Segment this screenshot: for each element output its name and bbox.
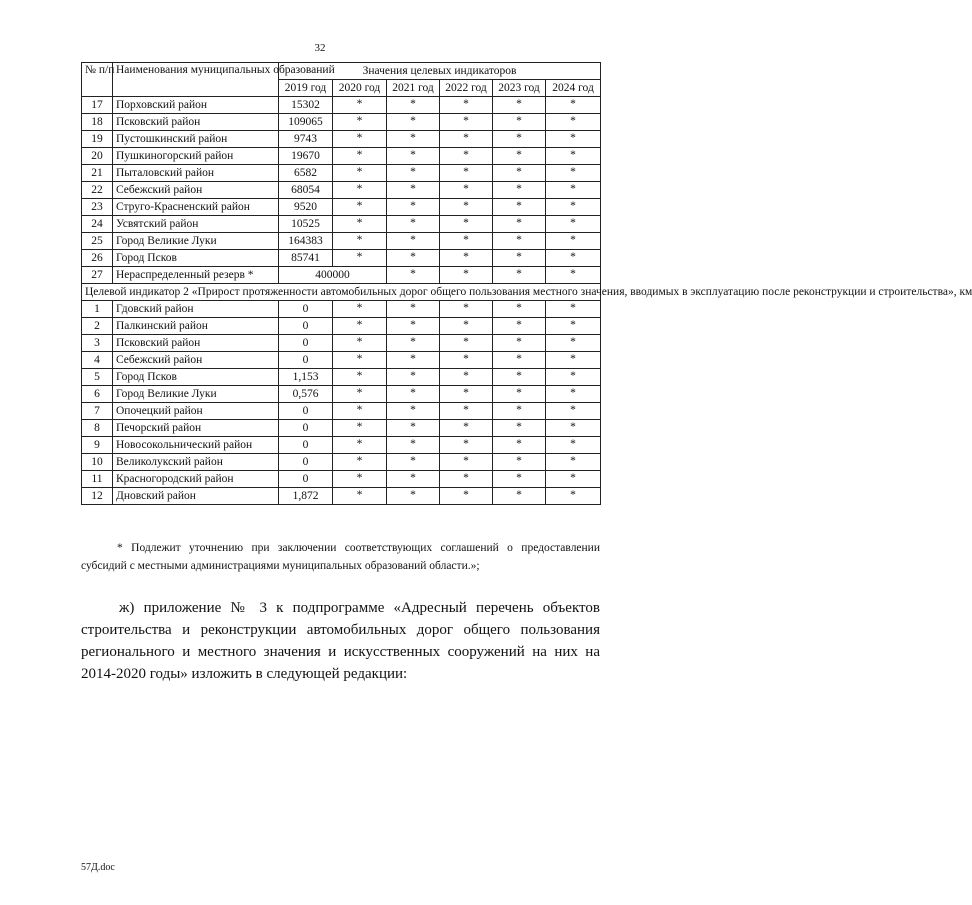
indicators-table: [81, 62, 972, 505]
header-num: № п/п: [82, 63, 113, 97]
cell-num: 1: [82, 301, 113, 318]
cell-reserve-value: 400000: [279, 267, 387, 284]
cell-2019: 15302: [279, 97, 333, 114]
table-row: [82, 454, 601, 471]
cell-2019: 9743: [279, 131, 333, 148]
cell-2019: 1,153: [279, 369, 333, 386]
cell-2020: *: [333, 420, 387, 437]
cell-2024: *: [546, 454, 601, 471]
cell-name: Гдовский район: [113, 301, 279, 318]
cell-num: 8: [82, 420, 113, 437]
cell-2020: *: [333, 369, 387, 386]
cell-2020: *: [333, 97, 387, 114]
table-row: [82, 352, 601, 369]
cell-name: Город Великие Луки: [113, 233, 279, 250]
cell-2022: *: [440, 97, 493, 114]
cell-name: Новосокольнический район: [113, 437, 279, 454]
table-row: [82, 199, 601, 216]
cell-name: Себежский район: [113, 352, 279, 369]
cell-2021: *: [387, 199, 440, 216]
cell-2023: *: [493, 437, 546, 454]
cell-num: 11: [82, 471, 113, 488]
cell-2023: *: [493, 335, 546, 352]
table-row: [82, 301, 601, 318]
cell-2023: *: [493, 386, 546, 403]
cell-2023: *: [493, 216, 546, 233]
cell-2022: *: [440, 471, 493, 488]
cell-2020: *: [333, 233, 387, 250]
cell-2021: *: [387, 267, 440, 284]
cell-2019: 0,576: [279, 386, 333, 403]
cell-2019: 109065: [279, 114, 333, 131]
cell-2019: 0: [279, 301, 333, 318]
cell-num: 2: [82, 318, 113, 335]
cell-name: Пустошкинский район: [113, 131, 279, 148]
cell-2020: *: [333, 454, 387, 471]
cell-name: Город Псков: [113, 250, 279, 267]
cell-2021: *: [387, 335, 440, 352]
cell-num: 19: [82, 131, 113, 148]
cell-2024: *: [546, 250, 601, 267]
cell-2019: 10525: [279, 216, 333, 233]
cell-2023: *: [493, 420, 546, 437]
cell-2021: *: [387, 352, 440, 369]
cell-name: Порховский район: [113, 97, 279, 114]
cell-2023: *: [493, 199, 546, 216]
cell-2024: *: [546, 420, 601, 437]
header-year-2019: 2019 год: [279, 80, 333, 97]
cell-name: Струго-Красненский район: [113, 199, 279, 216]
cell-2024: *: [546, 131, 601, 148]
cell-name: Великолукский район: [113, 454, 279, 471]
cell-2022: *: [440, 131, 493, 148]
cell-name: Усвятский район: [113, 216, 279, 233]
cell-num: 20: [82, 148, 113, 165]
cell-num: 5: [82, 369, 113, 386]
cell-2024: *: [546, 301, 601, 318]
cell-num: 17: [82, 97, 113, 114]
amendment-paragraph: [81, 597, 600, 685]
cell-2024: *: [546, 335, 601, 352]
cell-2019: 1,872: [279, 488, 333, 505]
cell-num: 4: [82, 352, 113, 369]
cell-2022: *: [440, 369, 493, 386]
cell-2021: *: [387, 488, 440, 505]
cell-num: 18: [82, 114, 113, 131]
cell-num: 9: [82, 437, 113, 454]
cell-2019: 0: [279, 437, 333, 454]
cell-num: 27: [82, 267, 113, 284]
cell-2024: *: [546, 471, 601, 488]
cell-2020: *: [333, 216, 387, 233]
cell-num: 26: [82, 250, 113, 267]
cell-2019: 0: [279, 318, 333, 335]
table-row: [82, 471, 601, 488]
cell-2019: 164383: [279, 233, 333, 250]
cell-2024: *: [546, 97, 601, 114]
cell-2019: 0: [279, 420, 333, 437]
footnote-text: * Подлежит уточнению при заключении соответствующих соглашений о предоставлении субсидий с местными администрациями муниципальных образований области.»;: [81, 542, 600, 572]
cell-2022: *: [440, 148, 493, 165]
cell-2020: *: [333, 250, 387, 267]
cell-2022: *: [440, 335, 493, 352]
cell-2022: *: [440, 182, 493, 199]
cell-name: Дновский район: [113, 488, 279, 505]
footnote: [81, 539, 600, 575]
cell-2024: *: [546, 352, 601, 369]
table-row: [82, 420, 601, 437]
cell-2024: *: [546, 437, 601, 454]
cell-2021: *: [387, 454, 440, 471]
cell-2021: *: [387, 114, 440, 131]
cell-name: Себежский район: [113, 182, 279, 199]
cell-2019: 0: [279, 335, 333, 352]
cell-2024: *: [546, 114, 601, 131]
cell-num: 25: [82, 233, 113, 250]
table-row: [82, 216, 601, 233]
cell-2023: *: [493, 318, 546, 335]
cell-name: Псковский район: [113, 335, 279, 352]
cell-2021: *: [387, 131, 440, 148]
cell-2021: *: [387, 403, 440, 420]
table-body-indicator1: [82, 97, 601, 267]
cell-2020: *: [333, 471, 387, 488]
document-filename: 57Д.doc: [81, 862, 115, 873]
cell-2020: *: [333, 114, 387, 131]
page-number: 32: [314, 42, 326, 54]
cell-name: Красногородский район: [113, 471, 279, 488]
cell-2020: *: [333, 165, 387, 182]
table-row: [82, 97, 601, 114]
cell-2023: *: [493, 131, 546, 148]
cell-num: 7: [82, 403, 113, 420]
cell-2021: *: [387, 301, 440, 318]
cell-name: Город Великие Луки: [113, 386, 279, 403]
table-row: [82, 165, 601, 182]
table-row: [82, 437, 601, 454]
cell-2020: *: [333, 318, 387, 335]
cell-2022: *: [440, 267, 493, 284]
cell-2022: *: [440, 488, 493, 505]
header-year-2020: 2020 год: [333, 80, 387, 97]
cell-2023: *: [493, 471, 546, 488]
table-row: [82, 318, 601, 335]
table-row: [82, 267, 601, 284]
cell-2023: *: [493, 233, 546, 250]
cell-2024: *: [546, 267, 601, 284]
cell-2021: *: [387, 216, 440, 233]
table-row: [82, 131, 601, 148]
cell-2020: *: [333, 437, 387, 454]
cell-num: 10: [82, 454, 113, 471]
cell-2022: *: [440, 437, 493, 454]
cell-2019: 85741: [279, 250, 333, 267]
cell-name: Опочецкий район: [113, 403, 279, 420]
cell-2022: *: [440, 199, 493, 216]
cell-2021: *: [387, 386, 440, 403]
cell-2023: *: [493, 114, 546, 131]
table-body-indicator2: [82, 301, 601, 505]
cell-name: Псковский район: [113, 114, 279, 131]
cell-name: Пушкиногорский район: [113, 148, 279, 165]
cell-num: 3: [82, 335, 113, 352]
cell-2022: *: [440, 165, 493, 182]
cell-2022: *: [440, 250, 493, 267]
cell-num: 24: [82, 216, 113, 233]
header-year-2022: 2022 год: [440, 80, 493, 97]
cell-2023: *: [493, 403, 546, 420]
cell-2020: *: [333, 386, 387, 403]
cell-name: Нераспределенный резерв *: [113, 267, 279, 284]
cell-2020: *: [333, 301, 387, 318]
table-row: [82, 488, 601, 505]
cell-2020: *: [333, 182, 387, 199]
cell-2022: *: [440, 403, 493, 420]
cell-2021: *: [387, 318, 440, 335]
table-row: [82, 403, 601, 420]
cell-num: 21: [82, 165, 113, 182]
cell-2020: *: [333, 352, 387, 369]
cell-2023: *: [493, 369, 546, 386]
cell-2019: 0: [279, 471, 333, 488]
cell-2024: *: [546, 182, 601, 199]
cell-2024: *: [546, 318, 601, 335]
cell-2021: *: [387, 471, 440, 488]
cell-2023: *: [493, 182, 546, 199]
cell-name: Пыталовский район: [113, 165, 279, 182]
table-row: [82, 386, 601, 403]
cell-2023: *: [493, 488, 546, 505]
cell-2023: *: [493, 250, 546, 267]
cell-2019: 68054: [279, 182, 333, 199]
cell-2022: *: [440, 318, 493, 335]
header-year-2023: 2023 год: [493, 80, 546, 97]
cell-2024: *: [546, 369, 601, 386]
cell-2024: *: [546, 148, 601, 165]
cell-2021: *: [387, 437, 440, 454]
table-row: [82, 335, 601, 352]
cell-2021: *: [387, 97, 440, 114]
cell-2022: *: [440, 454, 493, 471]
cell-2024: *: [546, 233, 601, 250]
cell-2021: *: [387, 369, 440, 386]
cell-2022: *: [440, 233, 493, 250]
cell-num: 23: [82, 199, 113, 216]
cell-2023: *: [493, 97, 546, 114]
header-year-2021: 2021 год: [387, 80, 440, 97]
cell-2024: *: [546, 403, 601, 420]
table-row: [82, 148, 601, 165]
cell-2020: *: [333, 488, 387, 505]
cell-2024: *: [546, 216, 601, 233]
table-row: [82, 369, 601, 386]
cell-num: 6: [82, 386, 113, 403]
cell-2020: *: [333, 335, 387, 352]
cell-2024: *: [546, 199, 601, 216]
table-body-reserve: [82, 267, 972, 301]
cell-name: Печорский район: [113, 420, 279, 437]
cell-2021: *: [387, 182, 440, 199]
cell-2022: *: [440, 420, 493, 437]
cell-2021: *: [387, 165, 440, 182]
cell-2022: *: [440, 216, 493, 233]
cell-2024: *: [546, 386, 601, 403]
table-row: [82, 233, 601, 250]
table-row: [82, 114, 601, 131]
cell-2023: *: [493, 301, 546, 318]
cell-num: 22: [82, 182, 113, 199]
cell-2023: *: [493, 148, 546, 165]
header-name: Наименования муниципальных образований: [113, 63, 279, 97]
cell-2019: 9520: [279, 199, 333, 216]
cell-2019: 6582: [279, 165, 333, 182]
section-title-indicator2: Целевой индикатор 2 «Прирост протяженности автомобильных дорог общего пользования местного значения, вводимых в эксплуатацию после реконструкции и строительства», км: [82, 284, 601, 301]
cell-2021: *: [387, 420, 440, 437]
cell-2022: *: [440, 301, 493, 318]
header-year-2024: 2024 год: [546, 80, 601, 97]
cell-2023: *: [493, 352, 546, 369]
cell-2022: *: [440, 386, 493, 403]
cell-name: Палкинский район: [113, 318, 279, 335]
cell-2020: *: [333, 148, 387, 165]
cell-2021: *: [387, 250, 440, 267]
cell-2019: 0: [279, 352, 333, 369]
cell-2024: *: [546, 165, 601, 182]
cell-2023: *: [493, 454, 546, 471]
cell-2021: *: [387, 233, 440, 250]
cell-2023: *: [493, 165, 546, 182]
table-row: [82, 182, 601, 199]
cell-2022: *: [440, 352, 493, 369]
cell-2019: 19670: [279, 148, 333, 165]
header-values-title: Значения целевых индикаторов: [279, 63, 601, 80]
table-row: [82, 250, 601, 267]
section-row: [82, 284, 601, 301]
cell-2020: *: [333, 199, 387, 216]
cell-2024: *: [546, 488, 601, 505]
cell-name: Город Псков: [113, 369, 279, 386]
cell-2019: 0: [279, 454, 333, 471]
cell-2022: *: [440, 114, 493, 131]
cell-2019: 0: [279, 403, 333, 420]
cell-2020: *: [333, 403, 387, 420]
cell-2023: *: [493, 267, 546, 284]
cell-num: 12: [82, 488, 113, 505]
amendment-text: ж) приложение № 3 к подпрограмме «Адресный перечень объектов строительства и реконструкции автомобильных дорог общего пользования регионального и местного значения и искусственных сооружений на них на 2014-2020 годы» изложить в следующей редакции:: [81, 600, 600, 682]
cell-2020: *: [333, 131, 387, 148]
cell-2021: *: [387, 148, 440, 165]
